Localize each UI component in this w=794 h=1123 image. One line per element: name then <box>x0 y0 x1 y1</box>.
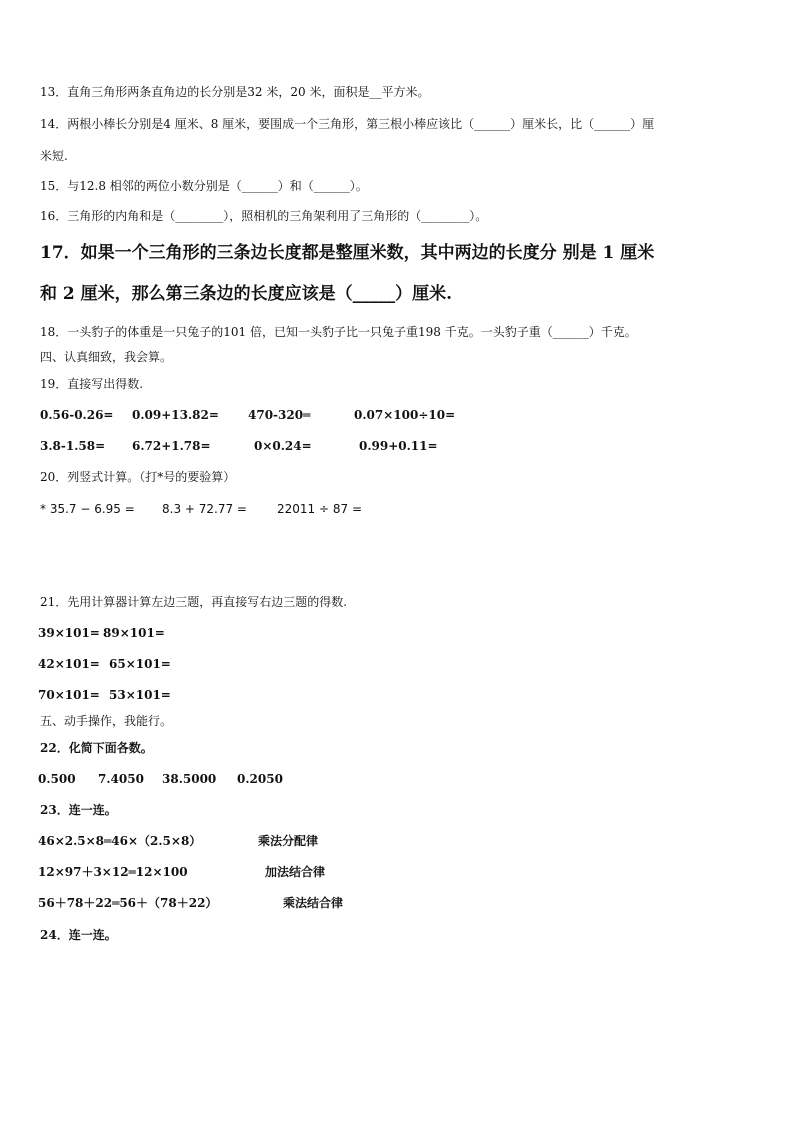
calc-item: 0.07×100÷10= <box>354 408 456 422</box>
vertical-calc-item: 8.3 + 72.77 = <box>162 502 247 516</box>
simplify-item: 38.5000 <box>162 772 217 786</box>
section-4-heading: 四、认真细致，我会算。 <box>40 350 173 364</box>
question-24-title: 24．连一连。 <box>40 928 117 942</box>
question-19-title: 19．直接写出得数. <box>40 377 144 391</box>
calc-item: 0.09+13.82= <box>132 408 219 422</box>
question-15: 15．与12.8 相邻的两位小数分别是（______）和（______）。 <box>40 179 368 193</box>
question-21-title: 21．先用计算器计算左边三题，再直接写右边三题的得数. <box>40 595 348 609</box>
law-item: 乘法分配律 <box>258 834 319 848</box>
question-20-title: 20．列竖式计算。（打*号的要验算） <box>40 470 236 484</box>
question-16: 16．三角形的内角和是（________），照相机的三角架利用了三角形的（________）。 <box>40 209 488 223</box>
calculator-item: 65×101= <box>109 657 171 671</box>
question-23-title: 23．连一连。 <box>40 803 117 817</box>
calculator-item: 89×101= <box>103 626 165 640</box>
simplify-item: 0.500 <box>38 772 76 786</box>
expression-item: 46×2.5×8═46×（2.5×8） <box>38 834 202 848</box>
expression-item: 12×97＋3×12═12×100 <box>38 865 188 879</box>
law-item: 加法结合律 <box>265 865 326 879</box>
section-5-heading: 五、动手操作，我能行。 <box>40 714 173 728</box>
calc-item: 0×0.24= <box>254 439 312 453</box>
question-14-line-1: 14．两根小棒长分别是4 厘米、8 厘米，要围成一个三角形，第三根小棒应该比（______）厘米长，比（______）厘 <box>40 117 655 131</box>
simplify-item: 0.2050 <box>237 772 283 786</box>
calc-item: 0.56-0.26= <box>40 408 114 422</box>
question-14-line-2: 米短. <box>40 149 68 163</box>
vertical-calc-item: 22011 ÷ 87 = <box>277 502 362 516</box>
calculator-item: 70×101= <box>38 688 100 702</box>
calculator-item: 53×101= <box>109 688 171 702</box>
calculator-item: 39×101= <box>38 626 100 640</box>
calc-item: 6.72+1.78= <box>132 439 211 453</box>
calc-item: 0.99+0.11= <box>359 439 438 453</box>
law-item: 乘法结合律 <box>283 896 344 910</box>
calculator-item: 42×101= <box>38 657 100 671</box>
expression-item: 56＋78＋22═56＋（78＋22） <box>38 896 218 910</box>
question-13: 13．直角三角形两条直角边的长分别是32 米，20 米，面积是__平方米。 <box>40 85 430 99</box>
question-17-line-1: 17．如果一个三角形的三条边长度都是整厘米数，其中两边的长度分 别是 1 厘米 <box>40 243 655 263</box>
calc-item: 3.8-1.58= <box>40 439 106 453</box>
simplify-item: 7.4050 <box>98 772 144 786</box>
calc-item: 470-320═ <box>248 408 311 422</box>
vertical-calc-item: * 35.7 − 6.95 = <box>40 502 135 516</box>
question-17-line-2: 和 2 厘米，那么第三条边的长度应该是（_____）厘米. <box>40 284 453 304</box>
question-22-title: 22．化简下面各数。 <box>40 741 153 755</box>
question-18: 18．一头豹子的体重是一只兔子的101 倍，已知一头豹子比一只兔子重198 千克。一头豹子重（______）千克。 <box>40 325 637 339</box>
